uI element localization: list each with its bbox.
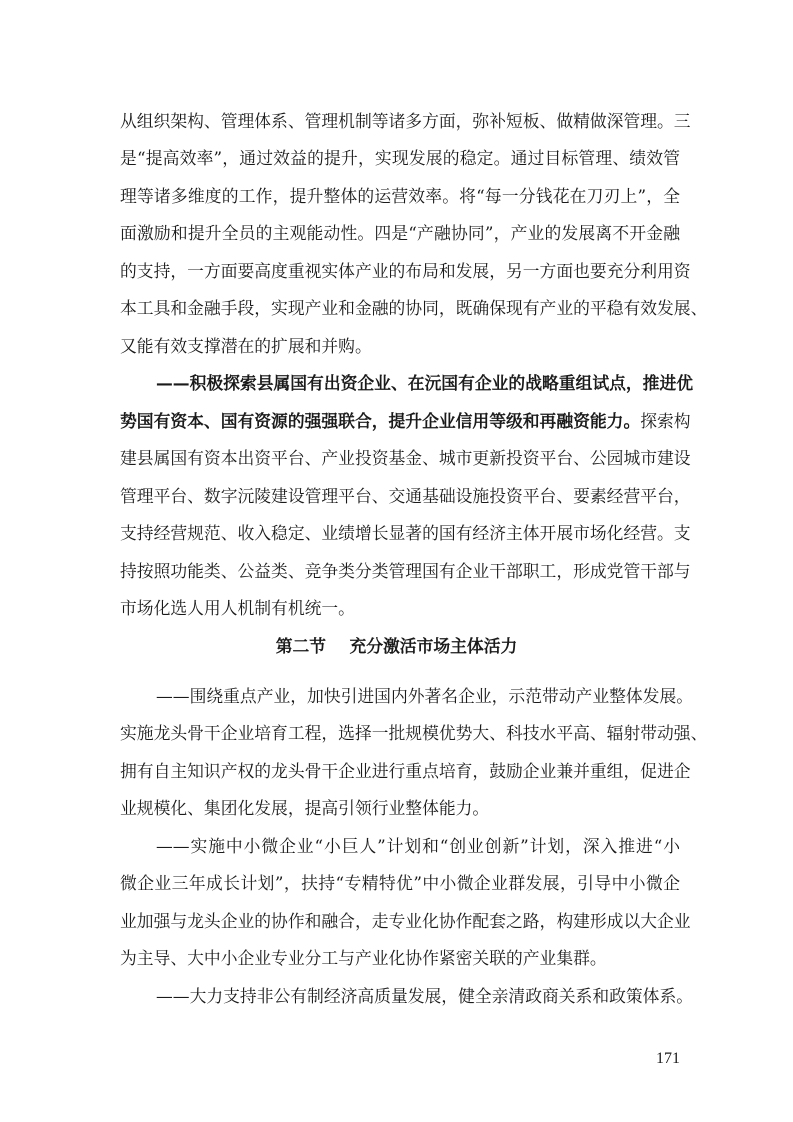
section-heading: 第二节 充分激活市场主体活力 xyxy=(275,636,518,656)
paragraph-line: 面激励和提升全员的主观能动性。四是“产融协同”，产业的发展离不开金融 xyxy=(120,223,680,243)
paragraph-line: 市场化选人用人机制有机统一。 xyxy=(120,598,355,618)
paragraph-line: 的支持，一方面要高度重视实体产业的布局和发展，另一方面也要充分利用资 xyxy=(120,261,691,281)
paragraph-line: ——围绕重点产业，加快引进国内外著名企业，示范带动产业整体发展。 xyxy=(156,686,694,706)
page-number: 171 xyxy=(656,1050,680,1067)
regular-text: 探索构 xyxy=(640,411,691,431)
paragraph-line: 微企业三年成长计划”，扶持“专精特优”中小微企业群发展，引导中小微企 xyxy=(120,873,680,893)
paragraph-line: 业加强与龙头企业的协作和融合，走专业化协作配套之路，构建形成以大企业 xyxy=(120,911,691,931)
paragraph-line: 本工具和金融手段，实现产业和金融的协同，既确保现有产业的平稳有效发展、 xyxy=(120,298,708,318)
bold-emphasis-text: 势国有资本、国有资源的强强联合，提升企业信用等级和再融资能力。 xyxy=(120,411,641,431)
paragraph-line: 是“提高效率”，通过效益的提升，实现发展的稳定。通过目标管理、绩效管 xyxy=(120,148,680,168)
bold-emphasis-line: ——积极探索县属国有出资企业、在沅国有企业的战略重组试点，推进优 xyxy=(156,373,694,393)
mixed-emphasis-line xyxy=(120,411,691,431)
paragraph-line: 又能有效支撑潜在的扩展和并购。 xyxy=(120,336,372,356)
paragraph-line: 为主导、大中小企业专业分工与产业化协作紧密关联的产业集群。 xyxy=(120,948,607,968)
paragraph-line: 实施龙头骨干企业培育工程，选择一批规模优势大、科技水平高、辐射带动强、 xyxy=(120,723,708,743)
paragraph-line: ——大力支持非公有制经济高质量发展，健全亲清政商关系和政策体系。 xyxy=(156,986,694,1006)
paragraph-line: 建县属国有资本出资平台、产业投资基金、城市更新投资平台、公园城市建设 xyxy=(120,448,691,468)
paragraph-line: 拥有自主知识产权的龙头骨干企业进行重点培育，鼓励企业兼并重组，促进企 xyxy=(120,761,691,781)
paragraph-line: ——实施中小微企业“小巨人”计划和“创业创新”计划，深入推进“小 xyxy=(156,836,680,856)
paragraph-line: 持按照功能类、公益类、竞争类分类管理国有企业干部职工，形成党管干部与 xyxy=(120,561,691,581)
paragraph-line: 支持经营规范、收入稳定、业绩增长显著的国有经济主体开展市场化经营。支 xyxy=(120,523,691,543)
paragraph-line: 管理平台、数字沅陵建设管理平台、交通基础设施投资平台、要素经营平台， xyxy=(120,486,691,506)
paragraph-line: 从组织架构、管理体系、管理机制等诸多方面，弥补短板、做精做深管理。三 xyxy=(120,111,691,131)
paragraph-line: 业规模化、集团化发展，提高引领行业整体能力。 xyxy=(120,798,490,818)
paragraph-line: 理等诸多维度的工作，提升整体的运营效率。将“每一分钱花在刀刃上”，全 xyxy=(120,186,680,206)
